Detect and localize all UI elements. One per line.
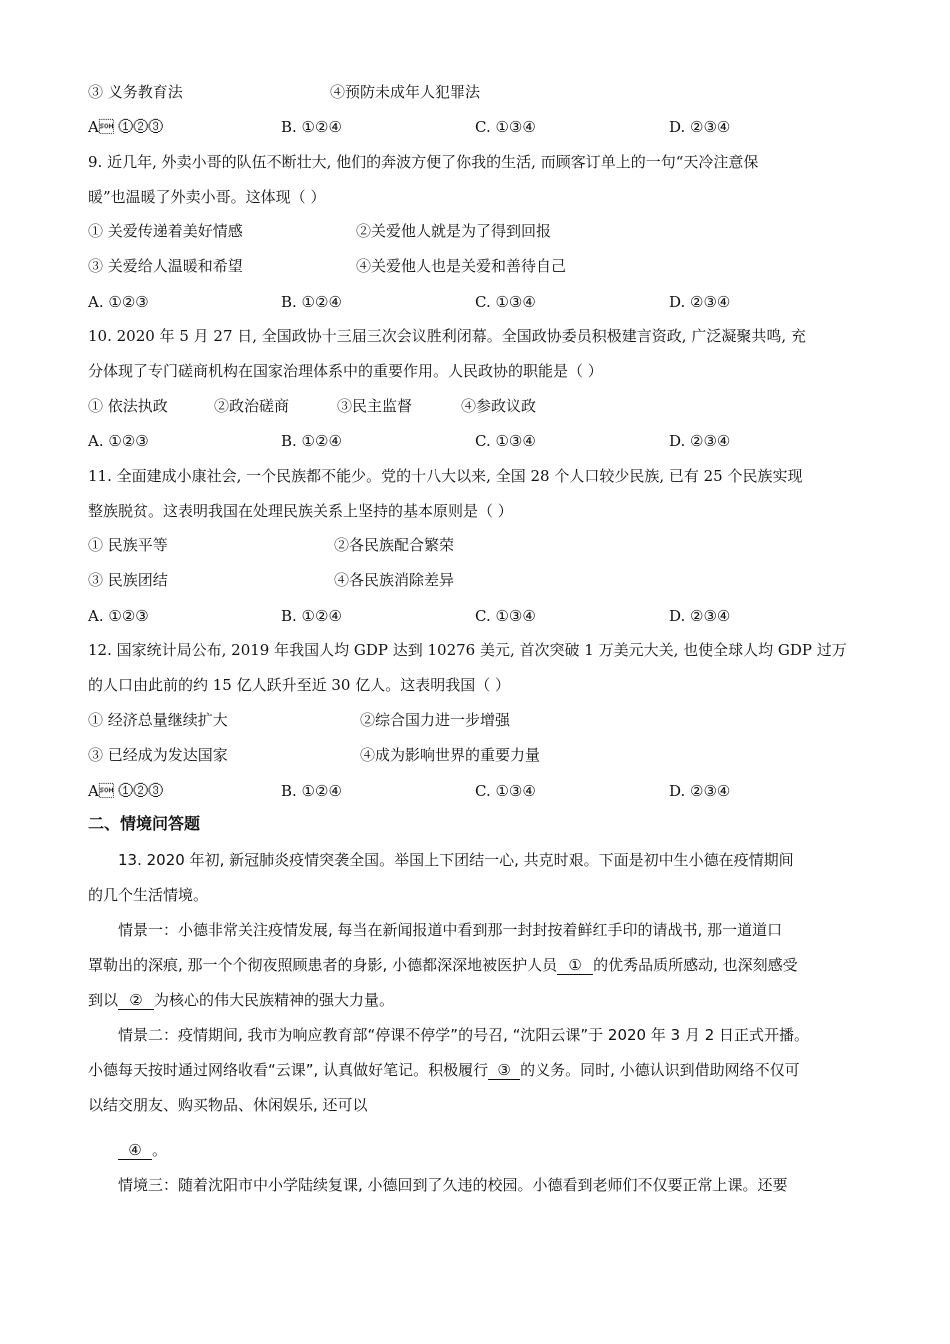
blank-3[interactable]: ③ <box>488 1061 520 1080</box>
q10-choice-a: A. ①②③ <box>88 432 149 450</box>
q12-item-4: ④成为影响世界的重要力量 <box>360 746 541 764</box>
q9-choice-d: D. ②③④ <box>669 293 731 311</box>
q13-scene1-line-3 <box>88 990 394 1010</box>
q8-choice-c: C. ①③④ <box>475 118 536 136</box>
q8-choice-b: B. ①②④ <box>281 118 342 136</box>
q13-scene1-text-c: 到以 <box>88 991 119 1009</box>
q13-intro-line-1: 13. 2020 年初, 新冠肺炎疫情突袭全国。举国上下团结一心, 共克时艰。下面是初中生小德在疫情期间 <box>118 851 794 869</box>
q13-scene2-line-2 <box>88 1060 800 1080</box>
q9-choice-b: B. ①②④ <box>281 293 342 311</box>
q13-scene2-line-4 <box>118 1140 167 1160</box>
q11-choice-b: B. ①②④ <box>281 607 342 625</box>
q13-scene1-text-b: 的优秀品质所感动, 也深刻感受 <box>593 956 798 974</box>
q9-item-1: ① 关爱传递着美好情感 <box>88 222 243 240</box>
q13-scene1-line-2 <box>88 955 798 975</box>
q13-scene2-line-1: 情景二：疫情期间, 我市为响应教育部“停课不停学”的号召, “沈阳云课”于 2020 年 3 月 2 日正式开播。 <box>118 1026 810 1044</box>
q11-choice-d: D. ②③④ <box>669 607 731 625</box>
q13-intro-line-2: 的几个生活情境。 <box>88 886 209 904</box>
q11-choice-a: A. ①②③ <box>88 607 149 625</box>
q12-item-1: ① 经济总量继续扩大 <box>88 711 228 729</box>
q10-stem-line-2: 分体现了专门磋商机构在国家治理体系中的重要作用。人民政协的职能是（ ） <box>88 362 603 380</box>
q10-stem-line-1: 10. 2020 年 5 月 27 日, 全国政协十三届三次会议胜利闭幕。全国政协委员积极建言资政, 广泛凝聚共鸣, 充 <box>88 327 806 345</box>
q13-scene2-text-end: 。 <box>152 1141 168 1159</box>
q10-choice-b: B. ①②④ <box>281 432 342 450</box>
q11-item-3: ③ 民族团结 <box>88 571 168 589</box>
q10-item-1: ① 依法执政 <box>88 397 168 415</box>
q13-scene1-text-a: 罩勒出的深痕, 那一个个彻夜照顾患者的身影, 小德都深深地被医护人员 <box>88 956 558 974</box>
q9-item-4: ④关爱他人也是关爱和善待自己 <box>356 257 567 275</box>
blank-2[interactable]: ② <box>118 991 154 1010</box>
q11-item-2: ②各民族配合繁荣 <box>334 536 455 554</box>
q9-choice-a: A. ①②③ <box>88 293 149 311</box>
q8-item-4: ④预防未成年人犯罪法 <box>330 83 481 101</box>
section-heading: 二、情境问答题 <box>88 814 201 833</box>
q12-stem-line-2: 的人口由此前的约 15 亿人跃升至近 30 亿人。这表明我国（ ） <box>88 676 511 694</box>
q12-item-3: ③ 已经成为发达国家 <box>88 746 228 764</box>
q10-item-2: ②政治磋商 <box>214 397 290 415</box>
q13-scene3-line-1: 情境三：随着沈阳市中小学陆续复课, 小德回到了久违的校园。小德看到老师们不仅要正常上课。还要 <box>118 1176 788 1194</box>
blank-1[interactable]: ① <box>557 956 593 975</box>
q13-scene2-text-a: 小德每天按时通过网络收看“云课”, 认真做好笔记。积极履行 <box>88 1061 489 1079</box>
q9-stem-line-2: 暖”也温暖了外卖小哥。这体现（ ） <box>88 188 326 206</box>
q11-stem-line-1: 11. 全面建成小康社会, 一个民族都不能少。党的十八大以来, 全国 28 个人口较少民族, 已有 25 个民族实现 <box>88 467 803 485</box>
q9-stem-line-1: 9. 近几年, 外卖小哥的队伍不断壮大, 他们的奔波方便了你我的生活, 而顾客订单上的一句“天冷注意保 <box>88 153 759 171</box>
q12-choice-d: D. ②③④ <box>669 782 731 800</box>
q13-scene2-line-3: 以结交朋友、购买物品、休闲娱乐, 还可以 <box>88 1096 368 1114</box>
q9-item-3: ③ 关爱给人温暖和希望 <box>88 257 243 275</box>
q10-choice-d: D. ②③④ <box>669 432 731 450</box>
q13-scene2-text-b: 的义务。同时, 小德认识到借助网络不仅可 <box>520 1061 800 1079</box>
q9-choice-c: C. ①③④ <box>475 293 536 311</box>
q8-choice-a: A ①②③ <box>88 118 164 136</box>
q13-scene1-line-1: 情景一：小德非常关注疫情发展, 每当在新闻报道中看到那一封封按着鲜红手印的请战书, 那一道道口 <box>118 921 783 939</box>
q11-stem-line-2: 整族脱贫。这表明我国在处理民族关系上坚持的基本原则是（ ） <box>88 502 513 520</box>
q10-choice-c: C. ①③④ <box>475 432 536 450</box>
q11-item-1: ① 民族平等 <box>88 536 168 554</box>
q13-scene1-text-d: 为核心的伟大民族精神的强大力量。 <box>154 991 395 1009</box>
q12-choice-a: A ①②③ <box>88 782 164 800</box>
q12-choice-b: B. ①②④ <box>281 782 342 800</box>
q10-item-4: ④参政议政 <box>461 397 537 415</box>
q8-choice-d: D. ②③④ <box>669 118 731 136</box>
q10-item-3: ③民主监督 <box>337 397 413 415</box>
q8-item-3: ③ 义务教育法 <box>88 83 183 101</box>
q12-stem-line-1: 12. 国家统计局公布, 2019 年我国人均 GDP 达到 10276 美元, 首次突破 1 万美元大关, 也使全球人均 GDP 过万 <box>88 641 847 659</box>
q12-item-2: ②综合国力进一步增强 <box>360 711 511 729</box>
q12-choice-c: C. ①③④ <box>475 782 536 800</box>
q11-choice-c: C. ①③④ <box>475 607 536 625</box>
q9-item-2: ②关爱他人就是为了得到回报 <box>356 222 552 240</box>
q11-item-4: ④各民族消除差异 <box>334 571 455 589</box>
blank-4[interactable]: ④ <box>118 1141 152 1160</box>
